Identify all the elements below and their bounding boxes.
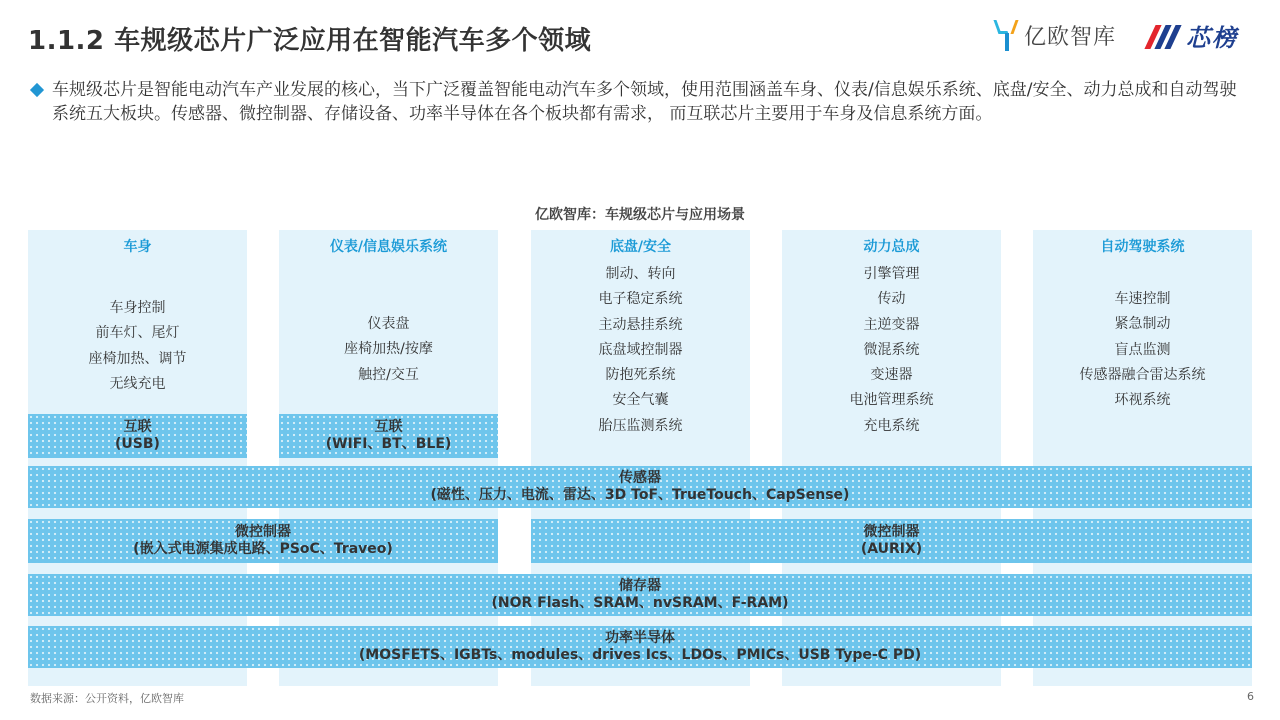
- list-item: 主逆变器: [863, 316, 920, 333]
- band-detail: (WIFI、BT、BLE): [325, 436, 452, 452]
- column-header: 底盘/安全: [609, 239, 672, 255]
- column-chassis-safety: [531, 230, 750, 686]
- band-label: 微控制器: [235, 524, 291, 540]
- column-powertrain: [782, 230, 1001, 686]
- column-body: [28, 230, 247, 686]
- list-item: 车身控制: [109, 300, 166, 316]
- column-items: [28, 296, 247, 397]
- band-detail: (磁性、压力、电流、雷达、3D ToF、TrueTouch、CapSense): [430, 487, 850, 503]
- list-item: 紧急制动: [1114, 316, 1171, 333]
- list-item: 座椅加热/按摩: [344, 341, 433, 358]
- yiou-logo-icon: [994, 18, 1020, 52]
- band-detail: (AURIX): [860, 541, 923, 557]
- column-header: 动力总成: [863, 239, 920, 255]
- power-semiconductor-band: [28, 626, 1252, 668]
- connectivity-usb-band: [28, 414, 247, 458]
- list-item: 无线充电: [109, 375, 166, 392]
- connectivity-wireless-band: [279, 414, 498, 458]
- column-items: [279, 312, 498, 388]
- list-item: 环视系统: [1114, 392, 1171, 409]
- page-number: 6: [1247, 690, 1254, 703]
- diamond-bullet-icon: [30, 83, 44, 97]
- sensor-band: [28, 466, 1252, 508]
- list-item: 电池管理系统: [849, 392, 934, 409]
- column-autonomous-driving: [1033, 230, 1252, 686]
- list-item: 触控/交互: [358, 366, 419, 383]
- band-label: 微控制器: [863, 524, 920, 540]
- column-header: 自动驾驶系统: [1100, 239, 1185, 255]
- band-label: 功率半导体: [605, 630, 675, 646]
- list-item: 前车灯、尾灯: [95, 325, 180, 342]
- column-header: 车身: [123, 239, 152, 255]
- band-label: 互联: [374, 419, 403, 435]
- list-item: 变速器: [870, 367, 913, 384]
- band-label: 传感器: [619, 470, 661, 486]
- yiou-logo-text: 亿欧智库: [1024, 24, 1117, 50]
- mcu-band-right: [531, 519, 1252, 563]
- yiou-logo: [994, 18, 1116, 52]
- list-item: 微混系统: [863, 341, 920, 358]
- intro-paragraph: [30, 78, 1252, 126]
- diagram-title: 亿欧智库：车规级芯片与应用场景: [535, 207, 745, 223]
- column-items: [1033, 287, 1252, 413]
- list-item: 充电系统: [863, 417, 920, 434]
- band-label: 储存器: [619, 578, 661, 594]
- list-item: 传动: [877, 291, 906, 308]
- band-detail: (USB): [115, 436, 160, 452]
- data-source: 数据来源：公开资料，亿欧智库: [30, 692, 184, 705]
- list-item: 引擎管理: [863, 266, 920, 282]
- list-item: 胎压监测系统: [598, 417, 683, 434]
- list-item: 仪表盘: [367, 316, 410, 332]
- xinbang-logo-icon: [1142, 23, 1182, 49]
- column-items: [531, 262, 750, 439]
- intro-text: 车规级芯片是智能电动汽车产业发展的核心，当下广泛覆盖智能电动汽车多个领域，使用范围涵盖车身、仪表/信息娱乐系统、底盘/安全、动力总成和自动驾驶系统五大板块。传感器、微控制器、存储设备、功率半导体在各个板块都有需求， 而互联芯片主要用于车身及信息系统方面。: [52, 80, 1237, 124]
- list-item: 座椅加热、调节: [88, 350, 187, 367]
- column-header: 仪表/信息娱乐系统: [329, 239, 448, 255]
- band-detail: (嵌入式电源集成电路、PSoC、Traveo): [133, 541, 393, 557]
- mcu-band-left: [28, 519, 498, 563]
- list-item: 电子稳定系统: [598, 291, 683, 308]
- page-title: 1.1.2 车规级芯片广泛应用在智能汽车多个领域: [28, 26, 592, 56]
- xinbang-logo: [1142, 18, 1238, 53]
- list-item: 制动、转向: [605, 266, 676, 282]
- list-item: 传感器融合雷达系统: [1079, 366, 1206, 383]
- xinbang-logo-text: 芯榜: [1186, 24, 1238, 52]
- column-items: [782, 262, 1001, 439]
- column-infotainment: [279, 230, 498, 686]
- storage-band: [28, 574, 1252, 616]
- list-item: 主动悬挂系统: [598, 316, 683, 333]
- list-item: 防抱死系统: [605, 367, 676, 384]
- list-item: 底盘域控制器: [598, 341, 683, 358]
- band-detail: (NOR Flash、SRAM、nvSRAM、F-RAM): [491, 595, 789, 611]
- list-item: 安全气囊: [612, 392, 669, 409]
- list-item: 车速控制: [1114, 291, 1171, 307]
- band-label: 互联: [123, 419, 152, 435]
- list-item: 盲点监测: [1114, 341, 1171, 358]
- band-detail: (MOSFETS、IGBTs、modules、drives Ics、LDOs、PMICs、USB Type-C PD): [358, 647, 922, 663]
